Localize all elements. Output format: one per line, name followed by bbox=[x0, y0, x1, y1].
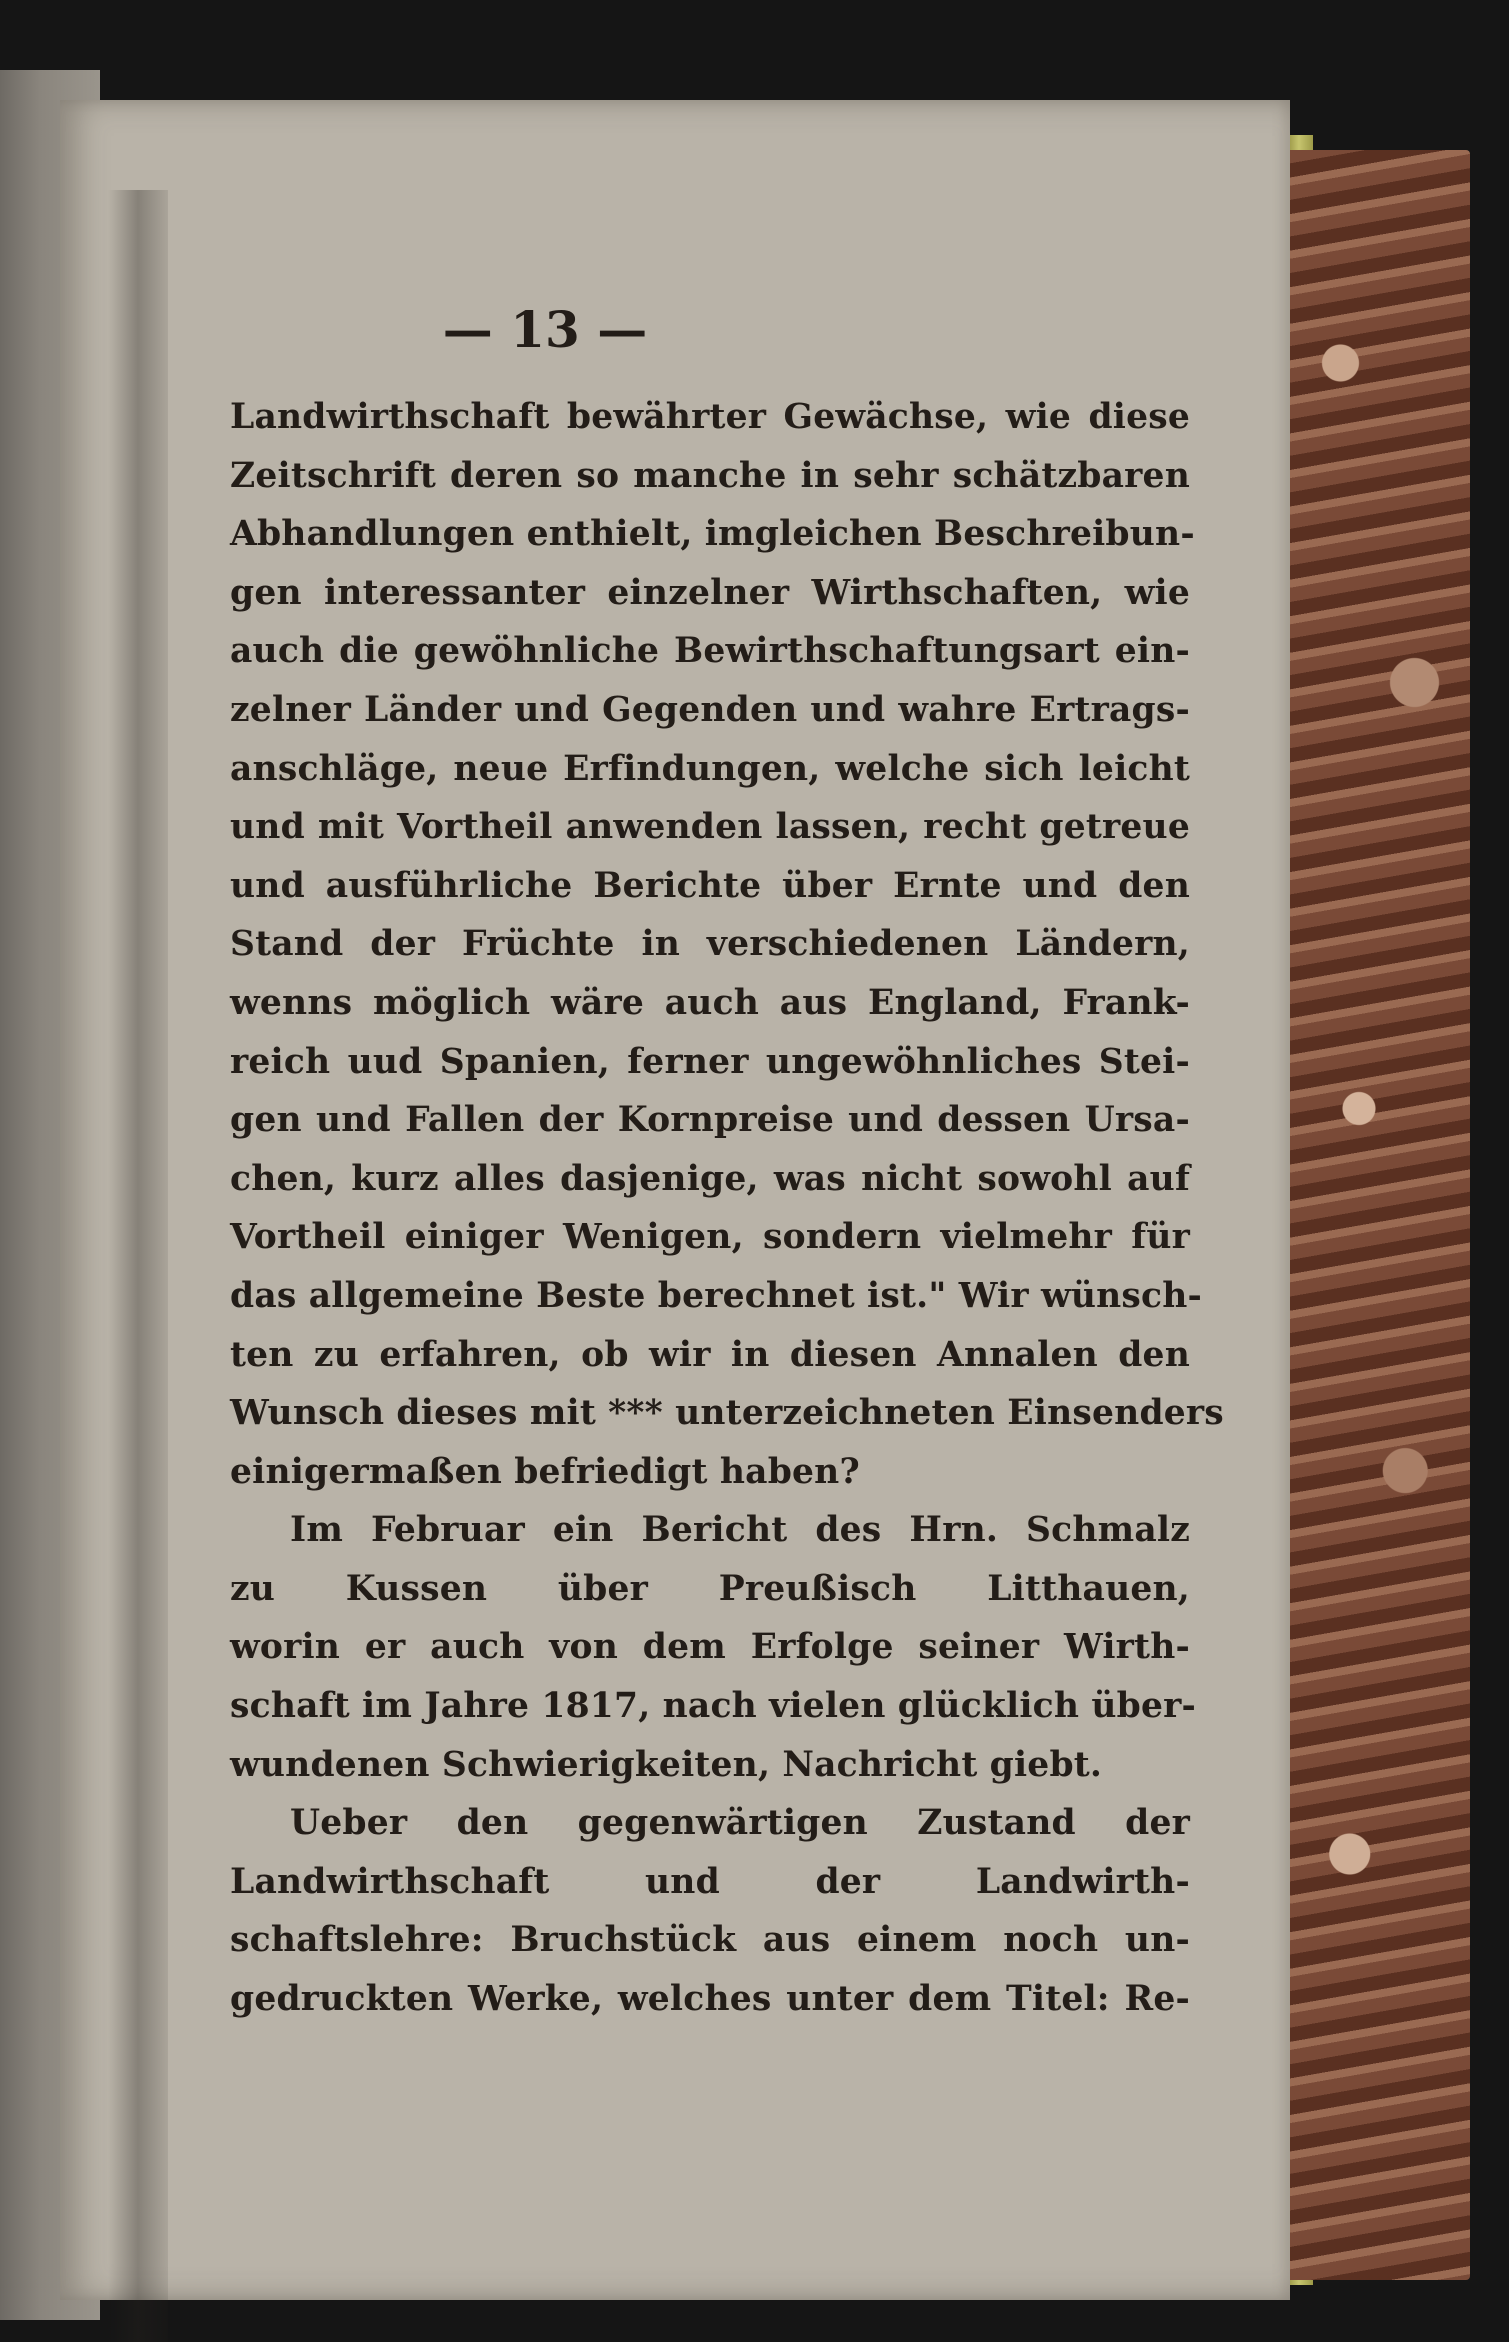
text-line: worin er auch von dem Erfolge seiner Wirth- bbox=[230, 1627, 1190, 1668]
text-line: gen interessanter einzelner Wirthschaften, wie bbox=[230, 572, 1190, 613]
text-line: schaftslehre: Bruchstück aus einem noch un- bbox=[230, 1920, 1190, 1961]
text-line: Vortheil einiger Wenigen, sondern vielmehr für bbox=[230, 1217, 1190, 1258]
text-line: Zeitschrift deren so manche in sehr schätzbaren bbox=[230, 455, 1190, 496]
body-text bbox=[230, 388, 1224, 2029]
text-line: Abhandlungen enthielt, imgleichen Beschreibun- bbox=[230, 514, 1195, 555]
text-line: das allgemeine Beste berechnet ist." Wir wünsch- bbox=[230, 1275, 1203, 1316]
text-line: und mit Vortheil anwenden lassen, recht getreue bbox=[230, 807, 1190, 848]
text-line: wundenen Schwierigkeiten, Nachricht giebt. bbox=[230, 1744, 1103, 1785]
text-line: reich uud Spanien, ferner ungewöhnliches Stei- bbox=[230, 1041, 1190, 1082]
text-line: wenns möglich wäre auch aus England, Frank- bbox=[230, 982, 1190, 1023]
text-line: auch die gewöhnliche Bewirthschaftungsart ein- bbox=[230, 631, 1190, 672]
text-line: zelner Länder und Gegenden und wahre Ertrags- bbox=[230, 689, 1190, 730]
text-line: zu Kussen über Preußisch Litthauen, bbox=[230, 1568, 1190, 1609]
text-line: gedruckten Werke, welches unter dem Titel: Re- bbox=[230, 1979, 1190, 2020]
marbled-book-edge bbox=[1285, 150, 1470, 2280]
text-line: Landwirthschaft und der Landwirth- bbox=[230, 1861, 1190, 1902]
text-line: einigermaßen befriedigt haben? bbox=[230, 1451, 860, 1492]
text-line: chen, kurz alles dasjenige, was nicht sowohl auf bbox=[230, 1158, 1190, 1199]
text-line: Ueber den gegenwärtigen Zustand der bbox=[290, 1803, 1190, 1844]
page-number: — 13 — bbox=[442, 300, 648, 359]
text-line: Wunsch dieses mit *** unterzeichneten Einsenders bbox=[230, 1393, 1224, 1434]
text-line: anschläge, neue Erfindungen, welche sich leicht bbox=[230, 748, 1190, 789]
text-line: gen und Fallen der Kornpreise und dessen Ursa- bbox=[230, 1100, 1190, 1141]
gutter-shadow bbox=[108, 190, 168, 2342]
book-page bbox=[60, 100, 1290, 2300]
text-line: Landwirthschaft bewährter Gewächse, wie diese bbox=[230, 397, 1190, 437]
text-line: ten zu erfahren, ob wir in diesen Annalen den bbox=[230, 1334, 1190, 1375]
text-line: Stand der Früchte in verschiedenen Ländern, bbox=[230, 924, 1190, 965]
text-line: schaft im Jahre 1817, nach vielen glücklich über- bbox=[230, 1686, 1196, 1727]
text-line: Im Februar ein Bericht des Hrn. Schmalz bbox=[290, 1510, 1190, 1551]
text-line: und ausführliche Berichte über Ernte und den bbox=[230, 865, 1190, 906]
